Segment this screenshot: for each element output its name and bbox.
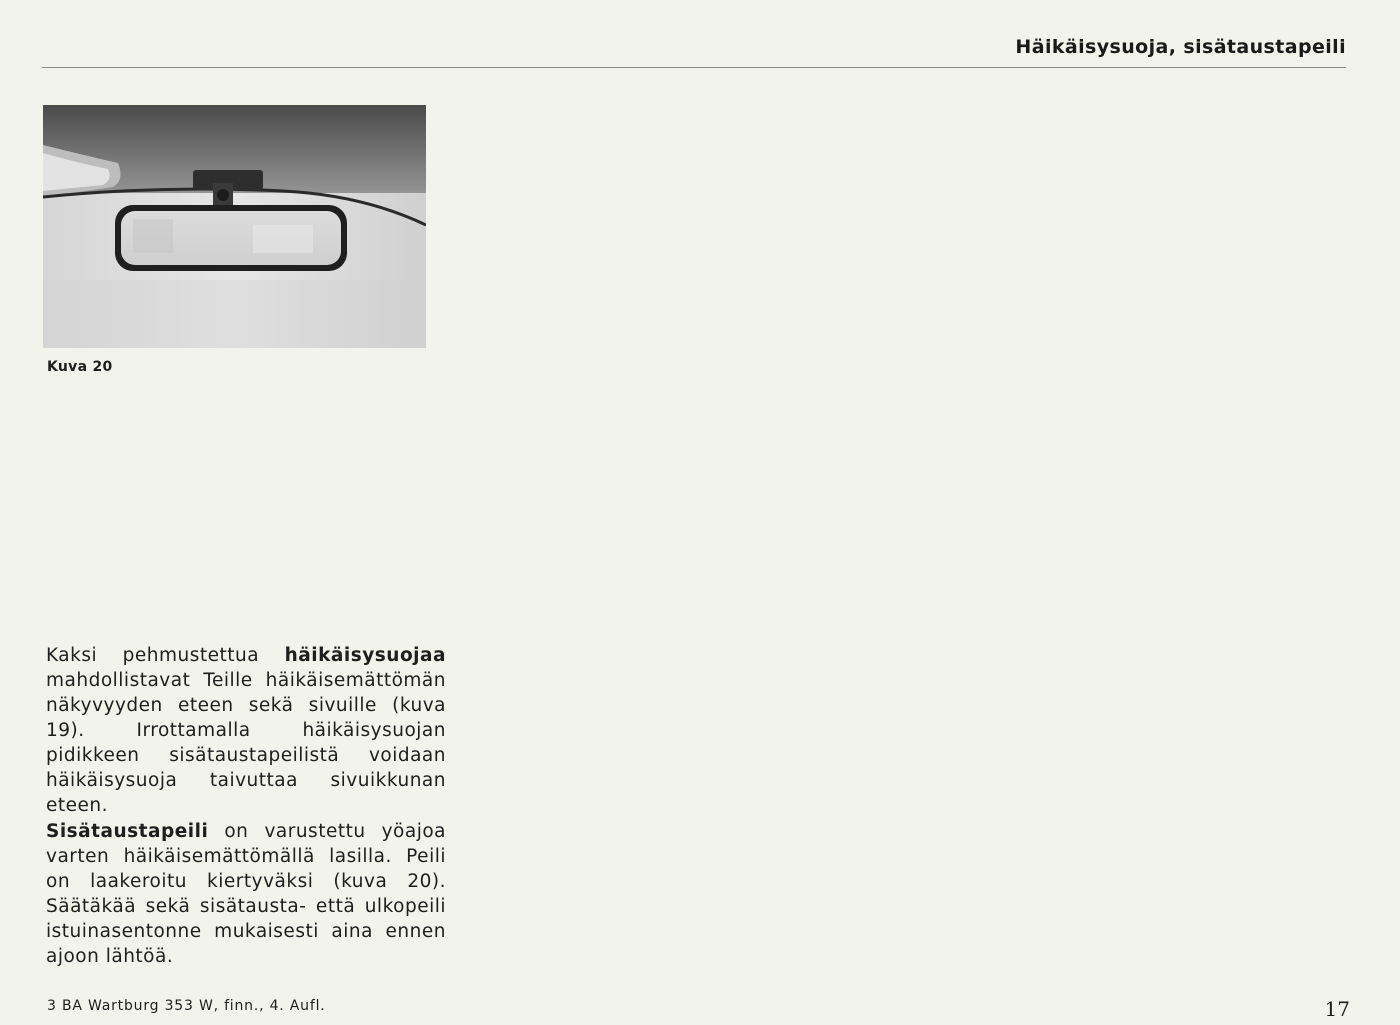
footer-imprint: 3 BA Wartburg 353 W, finn., 4. Aufl. xyxy=(47,998,326,1014)
paragraph-sun-visors-intro: Kaksi pehmustettua xyxy=(46,645,260,666)
header-title: Häikäisysuoja, sisätaustapeili xyxy=(1015,36,1346,58)
paragraph-sun-visors-body: mahdollistavat Teille häikäisemättömän näkyvyyden eteen sekä sivuille (kuva 19). Irrottamalla häikäisysuojan pidikkeen sisätaustapeilistä voidaan häikäisysuoja taivuttaa sivuikkunan eteen. xyxy=(46,670,446,816)
paragraph-interior-mirror xyxy=(46,819,446,969)
figure-photo xyxy=(43,105,426,348)
paragraph-interior-mirror-body: on varustettu yöajoa varten häikäisemättömällä lasilla. Peili on laakeroitu kiertyväksi (kuva 20). Säätäkää sekä sisätausta- että ulkopeili istuinasentonne mukaisesti aina ennen ajoon lähtöä. xyxy=(46,821,446,967)
term-sun-visor: häikäisysuojaa xyxy=(284,645,446,666)
header-divider xyxy=(42,67,1346,68)
page-number: 17 xyxy=(1324,997,1350,1021)
figure-caption: Kuva 20 xyxy=(47,359,113,375)
paragraph-sun-visors xyxy=(46,643,446,818)
term-interior-mirror: Sisätaustapeili xyxy=(46,821,209,842)
